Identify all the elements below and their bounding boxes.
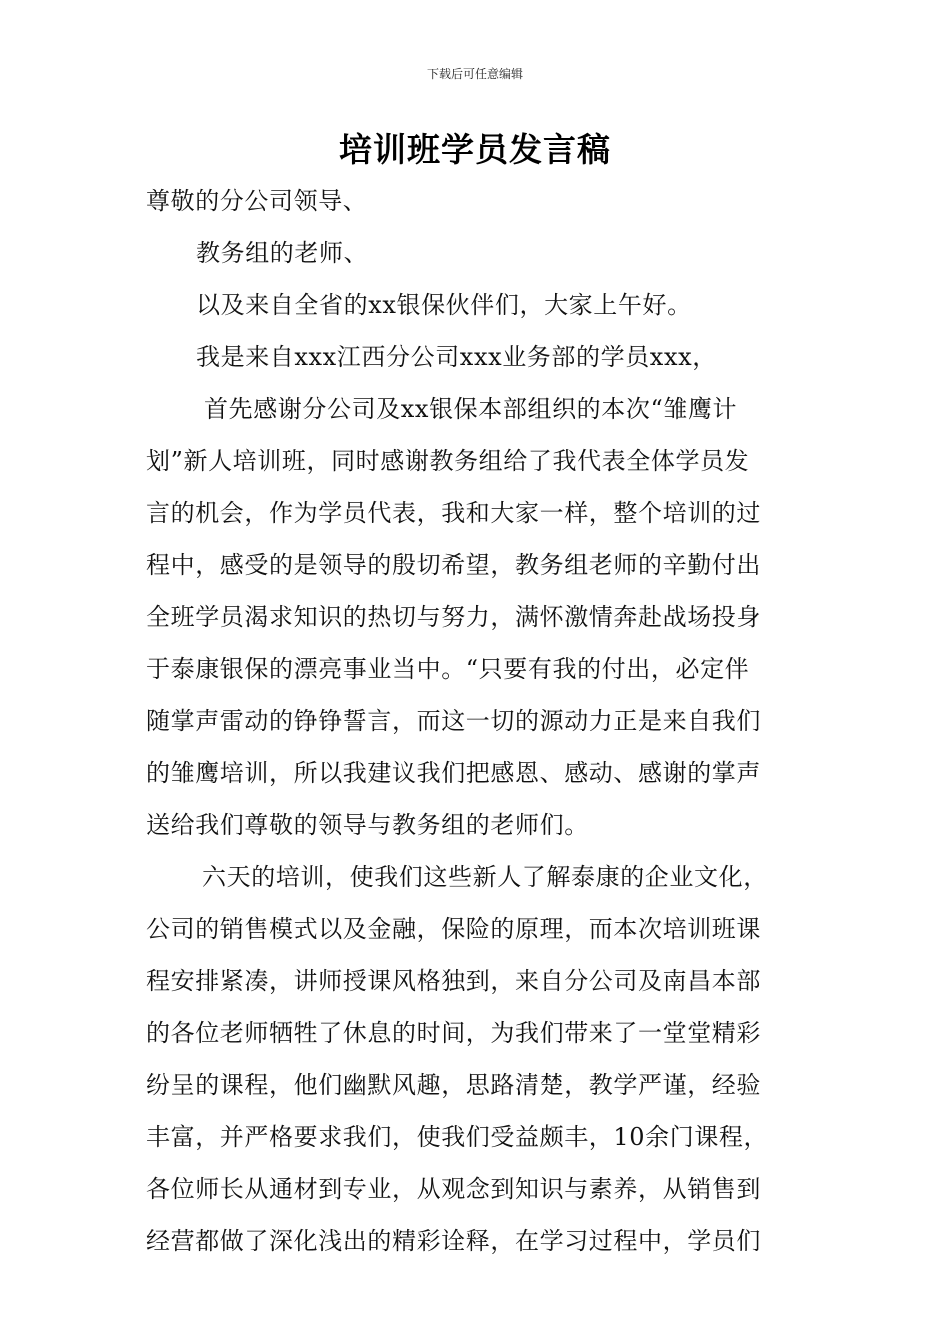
salutation-line: 以及来自全省的xx银保伙伴们，大家上午好。: [196, 291, 692, 319]
paragraph-line: 程安排紧凑，讲师授课风格独到，来自分公司及南昌本部: [146, 967, 761, 995]
header-note: 下载后可任意编辑: [426, 67, 523, 81]
paragraph-line: 的雏鹰培训，所以我建议我们把感恩、感动、感谢的掌声: [146, 759, 761, 787]
paragraph-line: 程中，感受的是领导的殷切希望，教务组老师的辛勤付出: [146, 551, 761, 579]
paragraph-line: 的各位老师牺牲了休息的时间，为我们带来了一堂堂精彩: [146, 1019, 761, 1047]
document-body: [146, 175, 808, 1267]
document-title: 培训班学员发言稿: [339, 130, 611, 169]
paragraph-line: 于泰康银保的漂亮事业当中。“只要有我的付出，必定伴: [146, 655, 750, 683]
paragraph-line: 送给我们尊敬的领导与教务组的老师们。: [146, 811, 589, 839]
paragraph-line: 首先感谢分公司及xx银保本部组织的本次“雏鹰计: [204, 395, 738, 423]
salutation-line: 尊敬的分公司领导、: [146, 187, 368, 215]
paragraph-line: 丰富，并严格要求我们，使我们受益颇丰，10余门课程，: [146, 1123, 769, 1151]
paragraph-line: 各位师长从通材到专业，从观念到知识与素养，从销售到: [146, 1175, 761, 1203]
paragraph-line: 划”新人培训班，同时感谢教务组给了我代表全体学员发: [146, 447, 750, 475]
paragraph-line: 公司的销售模式以及金融，保险的原理，而本次培训班课: [146, 915, 761, 943]
paragraph-line: 纷呈的课程，他们幽默风趣，思路清楚，教学严谨，经验: [146, 1071, 761, 1099]
paragraph-line: 全班学员渴求知识的热切与努力，满怀激情奔赴战场投身: [146, 603, 761, 631]
paragraph-line: 六天的培训，使我们这些新人了解泰康的企业文化，: [202, 863, 768, 891]
intro-line: 我是来自xxx江西分公司xxx业务部的学员xxx，: [196, 343, 717, 371]
paragraph-line: 随掌声雷动的铮铮誓言，而这一切的源动力正是来自我们: [146, 707, 761, 735]
salutation-line: 教务组的老师、: [196, 239, 369, 267]
paragraph-line: 言的机会，作为学员代表，我和大家一样，整个培训的过: [146, 499, 761, 527]
paragraph-line: 经营都做了深化浅出的精彩诠释，在学习过程中，学员们: [146, 1227, 761, 1255]
